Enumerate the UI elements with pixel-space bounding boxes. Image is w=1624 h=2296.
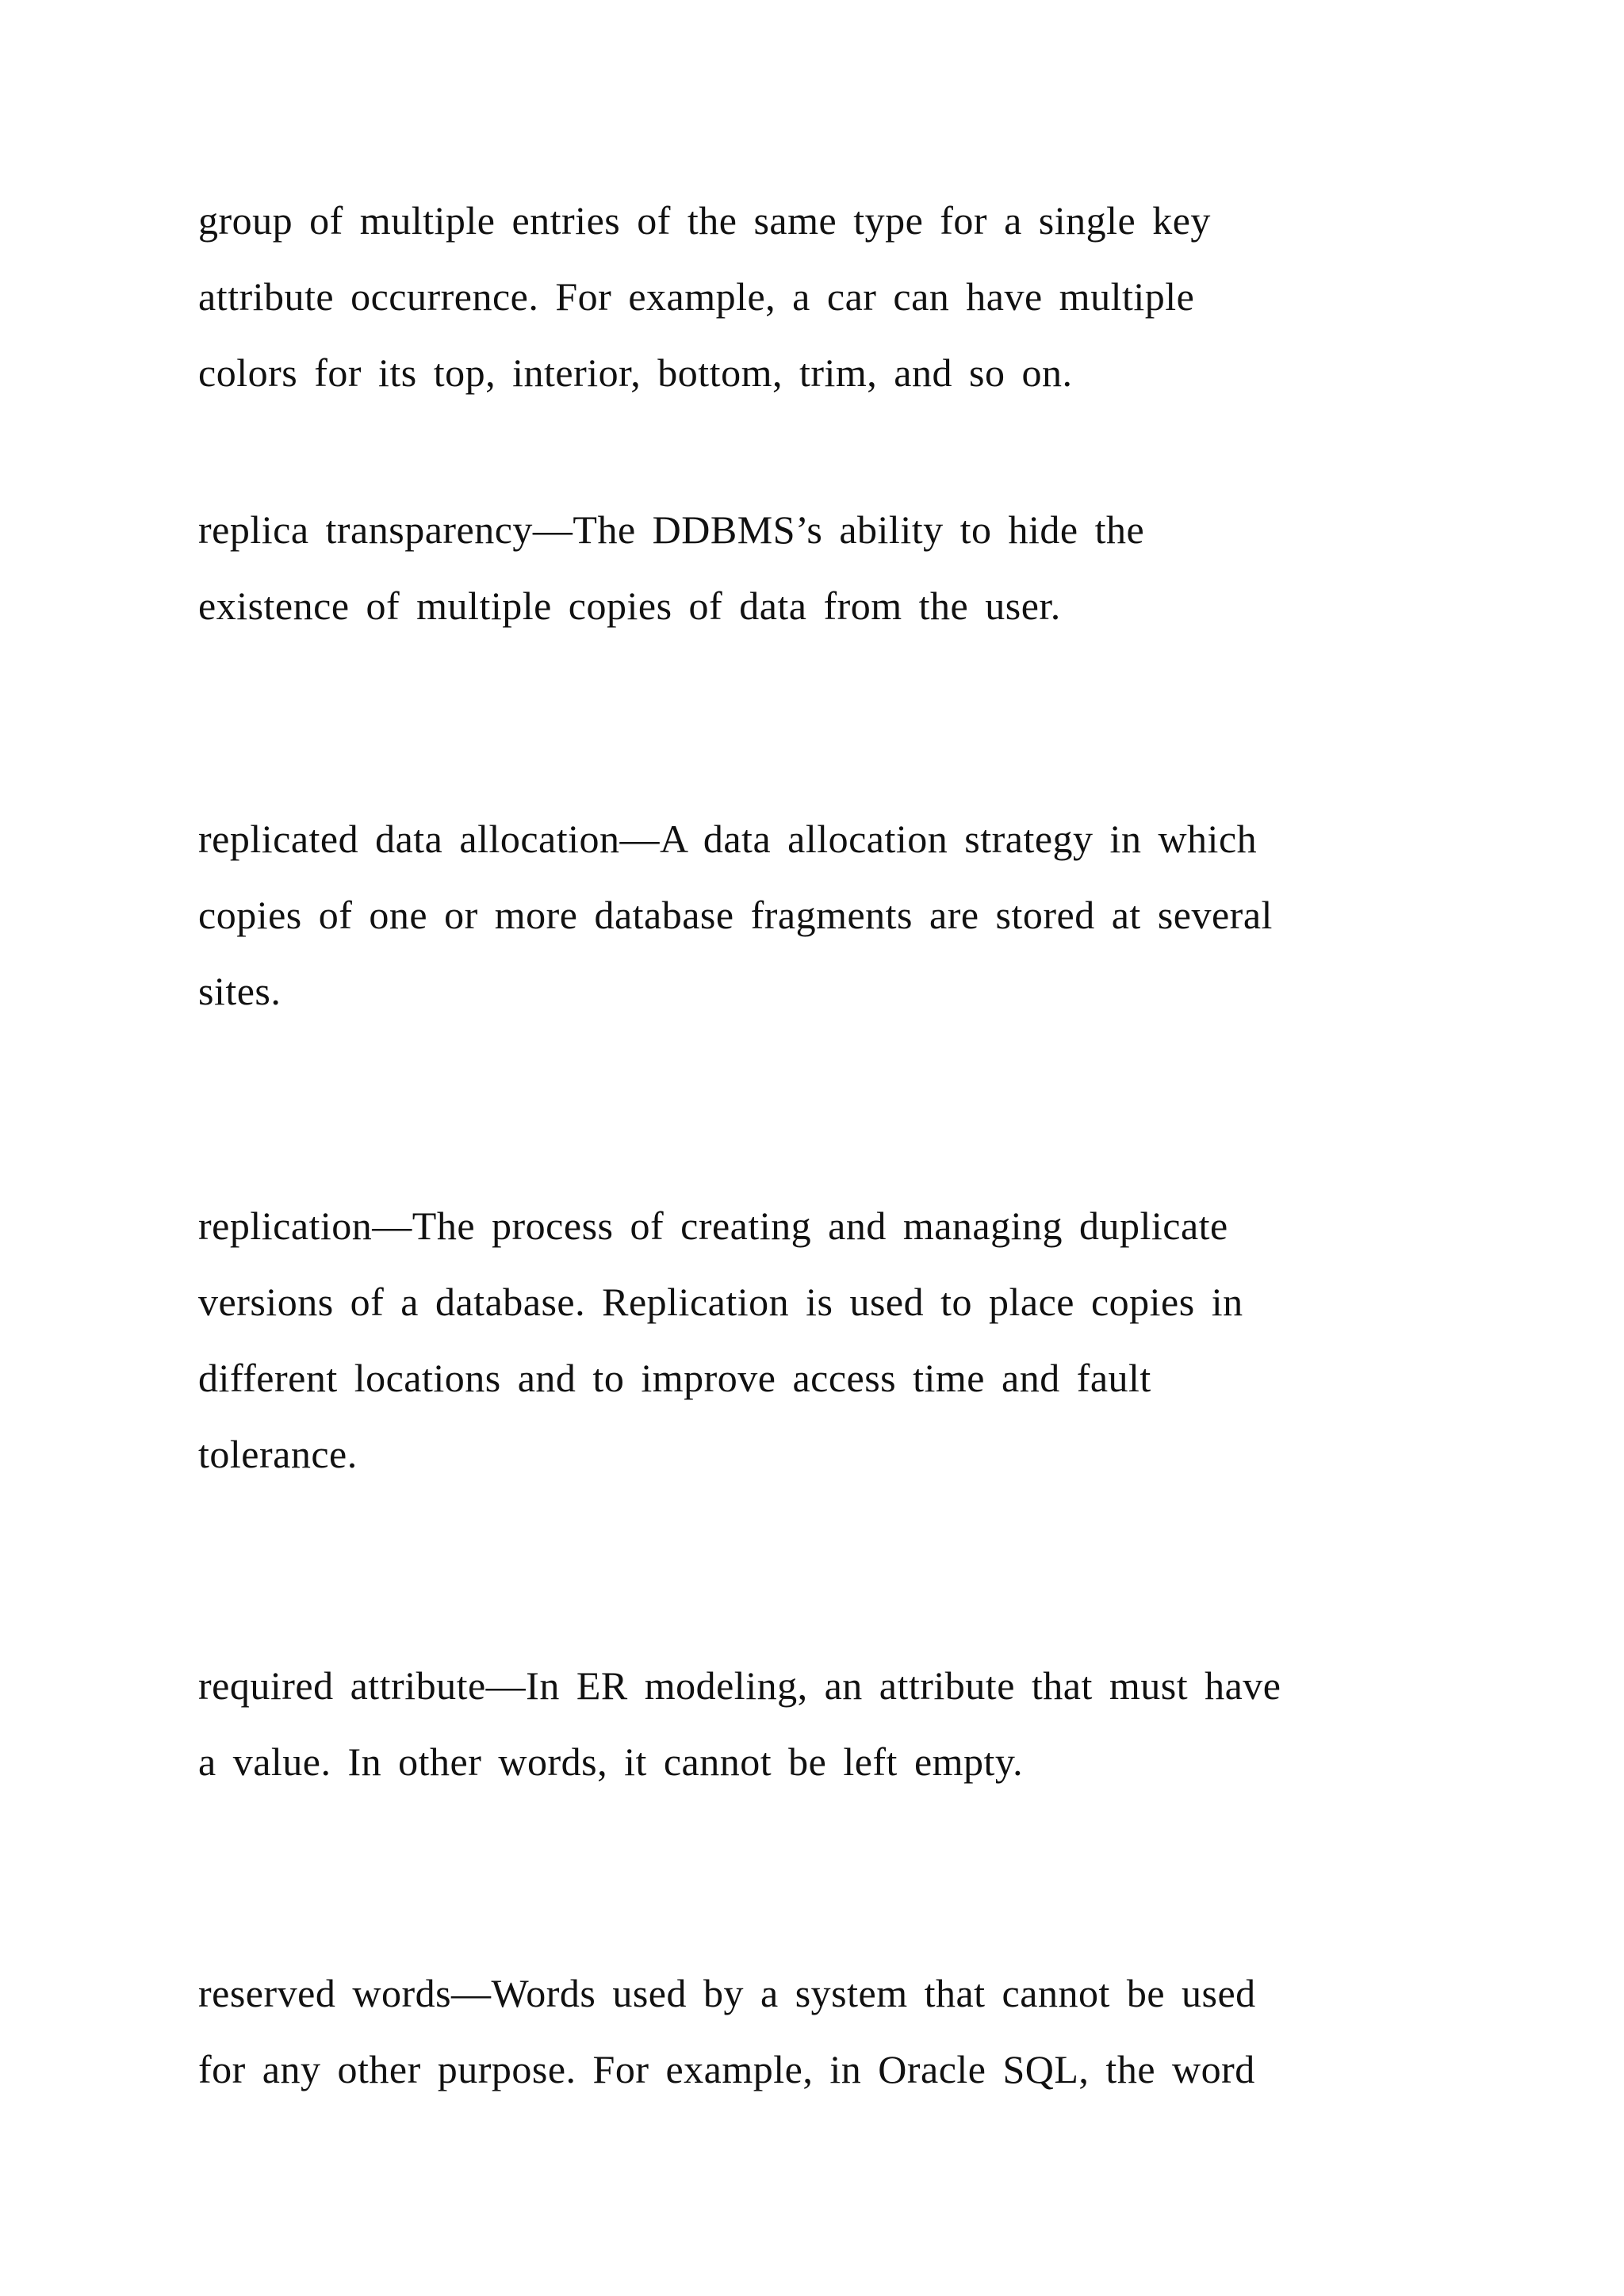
entry-line: replication—The process of creating and managing duplicate — [198, 1203, 1228, 1248]
entry-line: required attribute—In ER modeling, an attribute that must have — [198, 1663, 1281, 1708]
glossary-entry-replica-transparency — [198, 492, 1435, 644]
glossary-entry-reserved-words — [198, 1955, 1435, 2107]
glossary-entry-replicated-data-allocation — [198, 801, 1435, 1029]
glossary-entry-repeating-group-continued — [198, 182, 1435, 411]
entry-line: existence of multiple copies of data from the user. — [198, 584, 1061, 628]
entry-line: tolerance. — [198, 1432, 358, 1476]
entry-line: attribute occurrence. For example, a car can have multiple — [198, 274, 1195, 319]
entry-line: copies of one or more database fragments are stored at several — [198, 893, 1273, 937]
entry-line: replica transparency—The DDBMS’s ability to hide the — [198, 507, 1145, 552]
entry-line: reserved words—Words used by a system that cannot be used — [198, 1971, 1256, 2015]
entry-line: for any other purpose. For example, in Oracle SQL, the word — [198, 2047, 1255, 2091]
glossary-entry-required-attribute — [198, 1647, 1435, 1800]
entry-line: sites. — [198, 969, 282, 1013]
entry-line: a value. In other words, it cannot be left empty. — [198, 1739, 1024, 1784]
entry-line: replicated data allocation—A data allocation strategy in which — [198, 817, 1258, 861]
glossary-entry-replication — [198, 1188, 1435, 1492]
entry-line: group of multiple entries of the same type for a single key — [198, 198, 1211, 243]
entry-line: different locations and to improve access time and fault — [198, 1356, 1151, 1400]
entry-line: versions of a database. Replication is used to place copies in — [198, 1280, 1243, 1324]
entry-line: colors for its top, interior, bottom, trim, and so on. — [198, 350, 1073, 395]
